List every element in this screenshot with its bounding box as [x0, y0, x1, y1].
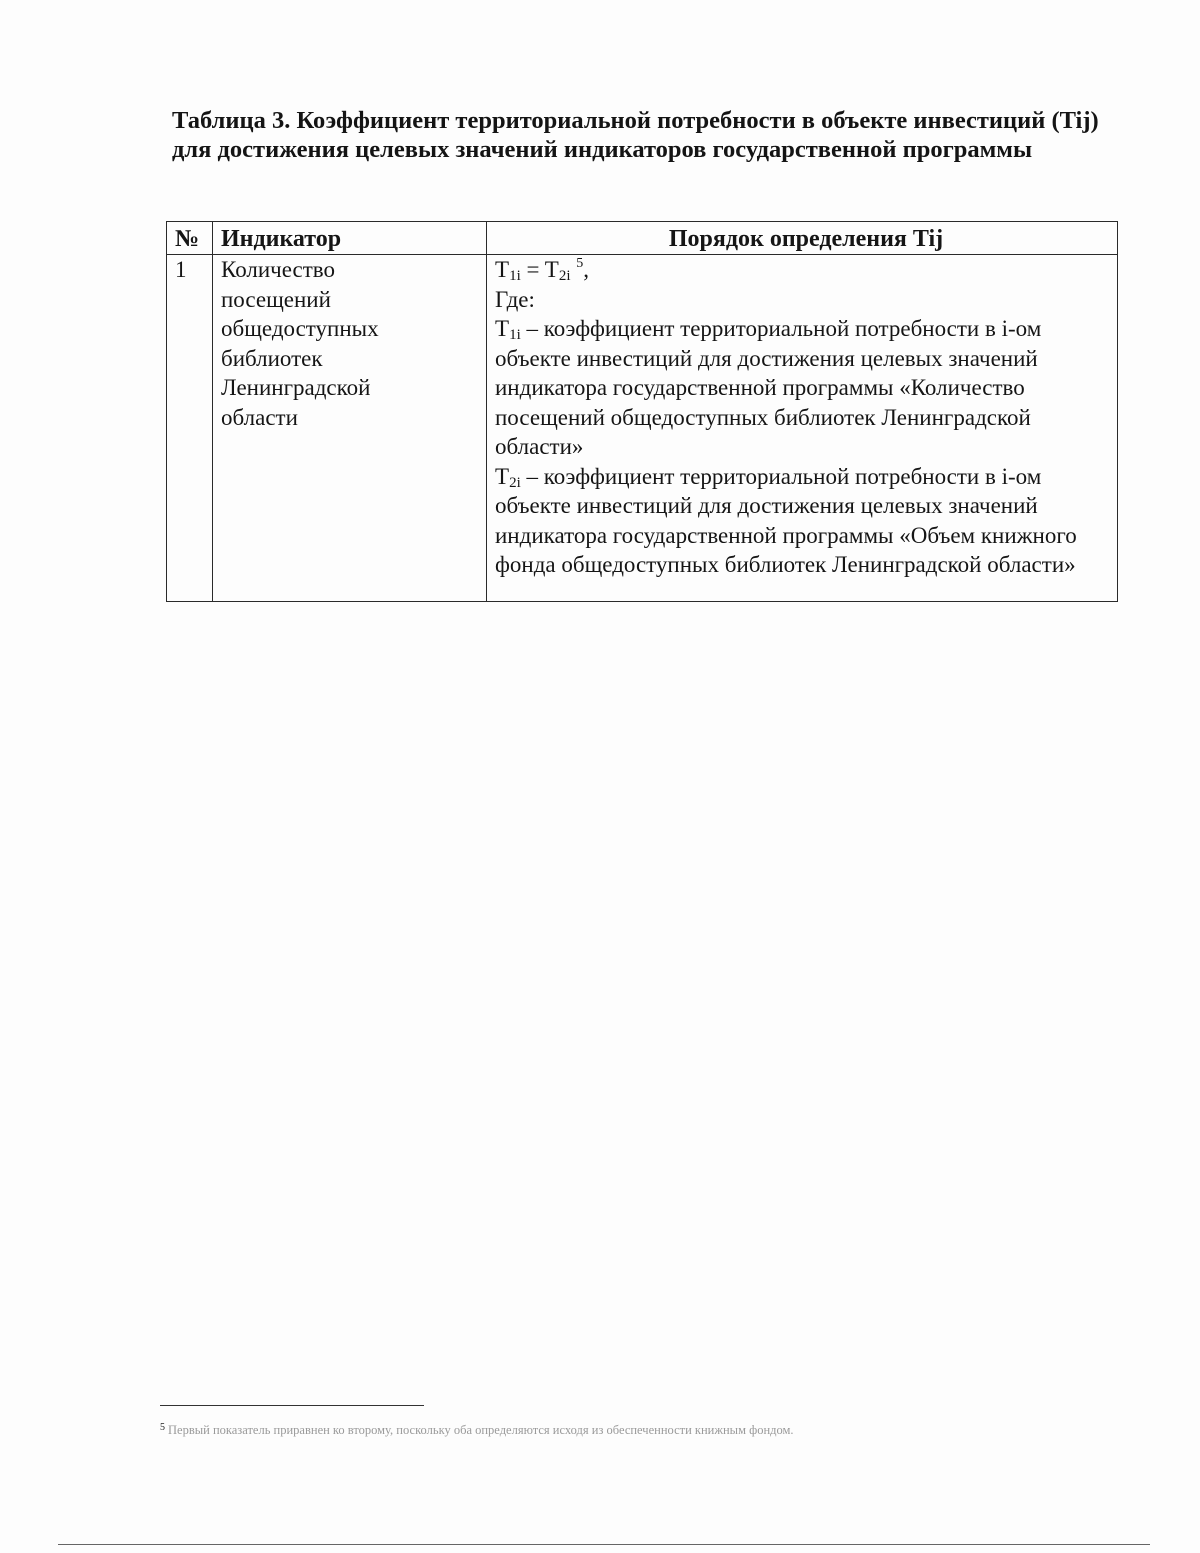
definition-t1: $T_{1i}$ – коэффициент территориальной потребности в i-ом объекте инвестиций для достижения целевых значений индикатора государственной программы «Количество посещений общедоступных библиотек Ленинградской области» — [495, 316, 1042, 459]
formula: $T_{1i} = T_{2i}$ $^5$, — [495, 256, 590, 284]
indicator-line: общедоступных — [221, 316, 379, 341]
table-title: Таблица 3. Коэффициент территориальной потребности в объекте инвестиций (Tij) для достижения целевых значений индикаторов государственной программы — [172, 107, 1099, 163]
footnote-mark: 5 — [160, 1422, 165, 1433]
footnote — [160, 1422, 1120, 1438]
row-order — [487, 255, 1118, 602]
footnote-text: Первый показатель приравнен ко второму, поскольку оба определяются исходя из обеспеченности книжным фондом. — [168, 1423, 794, 1437]
row-number: 1 — [167, 255, 213, 602]
row-indicator — [213, 255, 487, 602]
table-row — [167, 255, 1118, 602]
indicator-table — [166, 221, 1118, 602]
indicator-line: Количество — [221, 257, 335, 282]
footnote-ref[interactable]: 5 — [576, 256, 584, 271]
page-bottom-edge — [58, 1544, 1150, 1545]
header-indicator: Индикатор — [213, 222, 487, 255]
header-number: № — [167, 222, 213, 255]
footnote-separator — [160, 1405, 424, 1406]
indicator-line: области — [221, 404, 298, 430]
definition-t2: $T_{2i}$ – коэффициент территориальной потребности в i-ом объекте инвестиций для достижения целевых значений индикатора государственной программы «Объем книжного фонда общедоступных библиотек Ленинградской области» — [495, 463, 1077, 577]
header-order: Порядок определения Tij — [487, 222, 1118, 255]
table-header-row — [167, 222, 1118, 255]
indicator-line: Ленинградской — [221, 375, 371, 400]
indicator-line: библиотек — [221, 345, 323, 371]
indicator-line: посещений — [221, 286, 331, 312]
where-label: Где: — [495, 286, 535, 312]
